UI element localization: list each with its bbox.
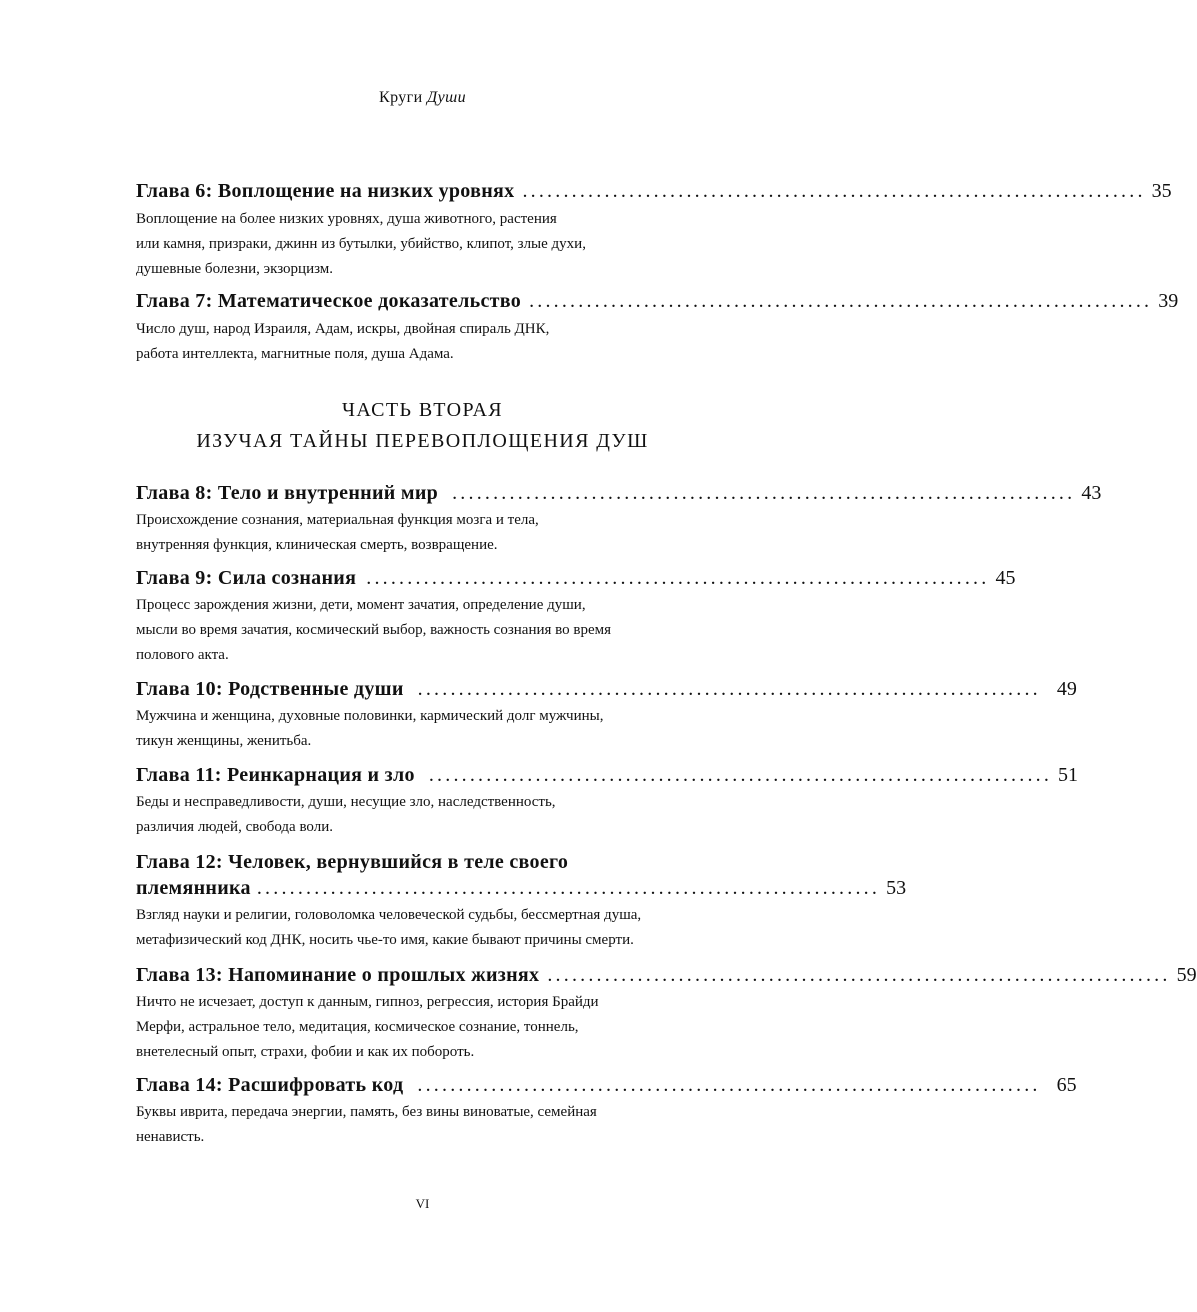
book-title-italic: Души [427,89,466,106]
leader-dots: ............................................................................ [256,877,881,899]
chapter-title: Глава 11: Реинкарнация и зло [136,764,415,786]
chapter-title: Глава 9: Сила сознания [136,567,357,589]
leader-dots: ............................................................................ [417,678,1041,700]
chapter-title: Глава 14: Расшифровать код [136,1074,404,1096]
toc-entry-ch10[interactable] [136,677,1077,754]
page-number: 65 [1056,1074,1077,1096]
toc-entry-ch8[interactable] [136,481,1102,558]
running-head [0,89,845,107]
chapter-title: племянника [136,877,251,899]
toc-entry-ch11[interactable] [136,763,1079,840]
chapter-summary: Воплощение на более низких уровнях, душа животного, растения или камня, призраки, джинн из бутылки, убийство, клипот, злые духи, душевные болезни, экзорцизм. [136,211,586,277]
part-title: ИЗУЧАЯ ТАЙНЫ ПЕРЕВОПЛОЩЕНИЯ ДУШ [196,430,649,452]
page-number: 39 [1158,290,1179,312]
chapter-summary: Число душ, народ Израиля, Адам, искры, двойная спираль ДНК, работа интеллекта, магнитные поля, душа Адама. [136,321,550,362]
chapter-title: Глава 13: Напоминание о прошлых жизнях [136,964,540,986]
toc-entry-ch14[interactable] [136,1073,1077,1150]
part-label: ЧАСТЬ ВТОРАЯ [341,399,504,421]
chapter-summary: Беды и несправедливости, души, несущие зло, наследственность, различия людей, свобода воли. [136,794,556,835]
toc-entry-ch6[interactable] [136,179,1172,282]
page-folio: VI [415,1196,430,1211]
page-number: 51 [1058,764,1079,786]
leader-dots: ............................................................................ [366,567,990,589]
leader-dots: ............................................................................ [522,180,1146,202]
leader-dots: ............................................................................ [417,1074,1041,1096]
leader-dots: ............................................................................ [452,482,1076,504]
page-number: 43 [1081,482,1102,504]
chapter-title: Глава 6: Воплощение на низких уровнях [136,180,515,202]
toc-entry-ch12[interactable] [136,850,907,953]
chapter-summary: Процесс зарождения жизни, дети, момент зачатия, определение души, мысли во время зачатия, космический выбор, важность сознания во время полового акта. [136,597,612,663]
chapter-title: Глава 10: Родственные души [136,678,404,700]
chapter-title-line1: Глава 12: Человек, вернувшийся в теле своего [136,851,569,873]
toc-entry-ch7[interactable] [136,289,1179,367]
chapter-title: Глава 8: Тело и внутренний мир [136,482,439,504]
chapter-summary: Буквы иврита, передача энергии, память, без вины виноватые, семейная ненависть. [136,1104,597,1145]
page-number: 45 [995,567,1016,589]
leader-dots: ............................................................................ [529,290,1153,312]
leader-dots: ............................................................................ [428,764,1053,786]
toc-entry-ch9[interactable] [136,566,1016,668]
page-number: 49 [1056,678,1077,700]
page-number: 59 [1176,964,1197,986]
toc-entry-ch13[interactable] [136,963,1197,1065]
chapter-summary: Мужчина и женщина, духовные половинки, кармический долг мужчины, тикун женщины, женитьба. [136,708,604,749]
page-number: 35 [1151,180,1172,202]
page-number: 53 [886,877,907,899]
leader-dots: ............................................................................ [547,964,1171,986]
chapter-title: Глава 7: Математическое доказательство [136,290,522,312]
chapter-summary: Происхождение сознания, материальная функция мозга и тела, внутренняя функция, клиническая смерть, возвращение. [136,512,539,553]
book-title: Круги [379,89,423,106]
chapter-summary: Ничто не исчезает, доступ к данным, гипноз, регрессия, история Брайди Мерфи, астральное тело, медитация, космическое сознание, тоннель, внетелесный опыт, страхи, фобии и как их побороть. [136,994,599,1060]
chapter-summary: Взгляд науки и религии, головоломка человеческой судьбы, бессмертная душа, метафизический код ДНК, носить чье-то имя, какие бывают причины смерти. [136,907,642,948]
